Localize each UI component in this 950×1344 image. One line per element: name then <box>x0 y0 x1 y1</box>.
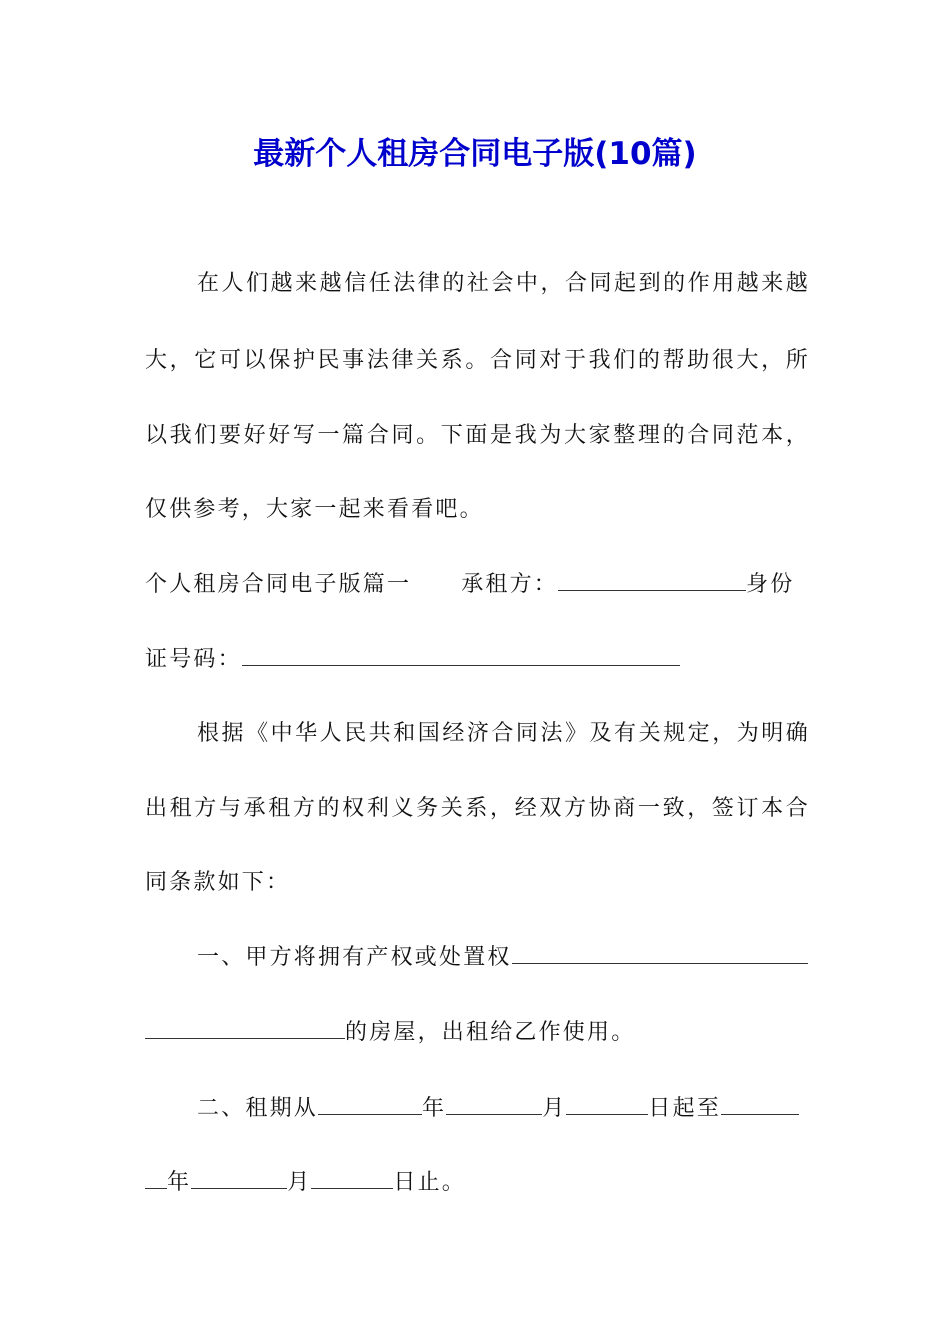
document-title: 最新个人租房合同电子版(10篇) <box>253 136 697 172</box>
basis-line-3: 同条款如下： <box>145 870 291 895</box>
end-day-blank[interactable] <box>311 1166 393 1189</box>
clause2-text-a: 二、租期从 <box>197 1096 319 1121</box>
start-month-blank[interactable] <box>446 1092 542 1115</box>
property-location-blank-2[interactable] <box>145 1016 345 1039</box>
clause2-row-2 <box>145 1166 810 1200</box>
clause1-row-1 <box>145 941 810 975</box>
id-number-row <box>145 643 810 677</box>
intro-line-4: 仅供参考，大家一起来看看吧。 <box>145 497 484 522</box>
section-heading: 个人租房合同电子版篇一 <box>145 572 412 597</box>
end-year-blank-2[interactable] <box>145 1166 167 1189</box>
clause2-year2-label: 年 <box>167 1170 192 1195</box>
basis-line-2: 出租方与承租方的权利义务关系，经双方协商一致，签订本合 <box>145 796 810 821</box>
clause2-month2-label: 月 <box>287 1170 312 1195</box>
tenant-name-blank[interactable] <box>558 568 746 591</box>
intro-line-3: 以我们要好好写一篇合同。下面是我为大家整理的合同范本， <box>145 423 810 448</box>
intro-line-2: 大，它可以保护民事法律关系。合同对于我们的帮助很大，所 <box>145 348 810 373</box>
clause1-text-a: 一、甲方将拥有产权或处置权 <box>197 945 512 970</box>
clause1-text-b: 的房屋，出租给乙作使用。 <box>345 1020 636 1045</box>
intro-line-1: 在人们越来越信任法律的社会中，合同起到的作用越来越 <box>197 271 810 296</box>
start-year-blank[interactable] <box>318 1092 422 1115</box>
clause2-year-label: 年 <box>422 1096 447 1121</box>
basis-line-1: 根据《中华人民共和国经济合同法》及有关规定，为明确 <box>197 721 810 746</box>
id-number-blank[interactable] <box>242 643 680 666</box>
clause2-row-1 <box>145 1092 810 1126</box>
property-location-blank[interactable] <box>512 941 808 964</box>
clause1-row-2 <box>145 1016 810 1050</box>
end-year-blank[interactable] <box>721 1092 799 1115</box>
clause2-day-to-label: 日止。 <box>393 1170 467 1195</box>
end-month-blank[interactable] <box>191 1166 287 1189</box>
section-heading-row <box>145 568 810 602</box>
start-day-blank[interactable] <box>566 1092 648 1115</box>
clause2-month-label: 月 <box>542 1096 567 1121</box>
clause2-day-from-label: 日起至 <box>648 1096 722 1121</box>
tenant-label: 承租方： <box>461 572 559 597</box>
id-label-part1: 身份 <box>746 572 795 597</box>
id-label-part2: 证号码： <box>145 647 242 672</box>
